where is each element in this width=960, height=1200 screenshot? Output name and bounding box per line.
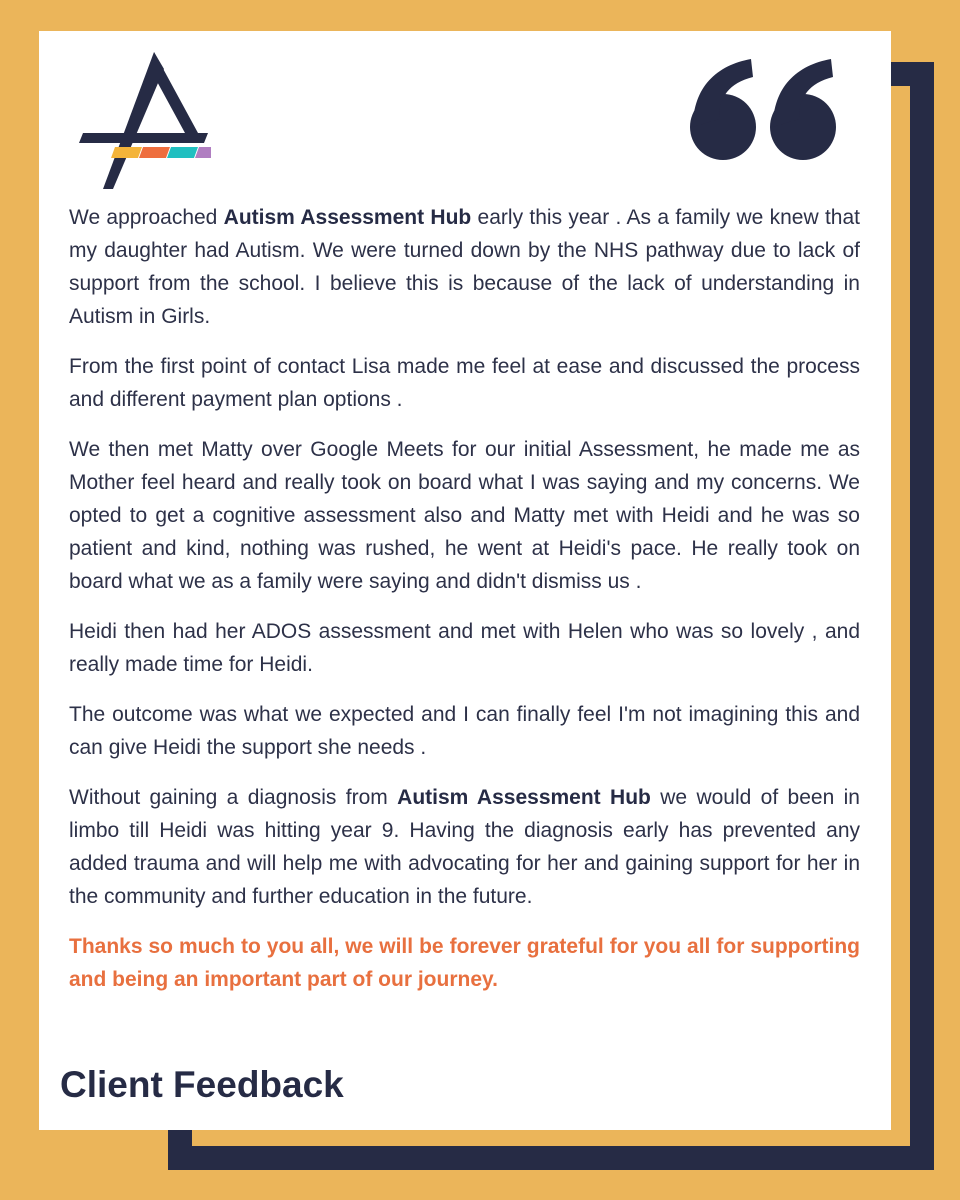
- quotation-mark-icon: [689, 57, 841, 167]
- client-feedback-title: Client Feedback: [60, 1064, 344, 1105]
- testimonial-text: [69, 201, 860, 1013]
- triangle-a-logo-icon: [71, 52, 211, 192]
- paragraph-4: Heidi then had her ADOS assessment and met with Helen who was so lovely , and really made time for Heidi.: [69, 620, 860, 676]
- paragraph-3: We then met Matty over Google Meets for our initial Assessment, he made me as Mother feel heard and really took on board what I was saying and my concerns. We opted to get a cognitive assessment also and Matty met with Heidi and he was so patient and kind, nothing was rushed, he went at Heidi's pace. He really took on board what we as a family were saying and didn't dismiss us .: [69, 438, 860, 593]
- paragraph-5: The outcome was what we expected and I can finally feel I'm not imagining this and can give Heidi the support she needs .: [69, 703, 860, 759]
- stripe-teal: [167, 147, 198, 158]
- brand-name: Autism Assessment Hub: [223, 206, 472, 229]
- stripe-yellow: [111, 147, 142, 158]
- brand-name: Autism Assessment Hub: [397, 786, 651, 809]
- stripe-orange: [139, 147, 170, 158]
- paragraph-6: Without gaining a diagnosis from Autism Assessment Hub we would of been in limbo till Heidi was hitting year 9. Having the diagnosis early has prevented any added trauma and will help me with advocating for her and gaining support for her in the community and further education in the future.: [69, 786, 860, 908]
- paragraph-2: From the first point of contact Lisa made me feel at ease and discussed the process and different payment plan options .: [69, 355, 860, 411]
- thanks-message: Thanks so much to you all, we will be forever grateful for you all for supporting and being an important part of our journey.: [69, 935, 860, 991]
- paragraph-1: We approached Autism Assessment Hub early this year . As a family we knew that my daughter had Autism. We were turned down by the NHS pathway due to lack of support from the school. I believe this is because of the lack of understanding in Autism in Girls.: [69, 206, 860, 328]
- testimonial-card: [39, 31, 891, 1130]
